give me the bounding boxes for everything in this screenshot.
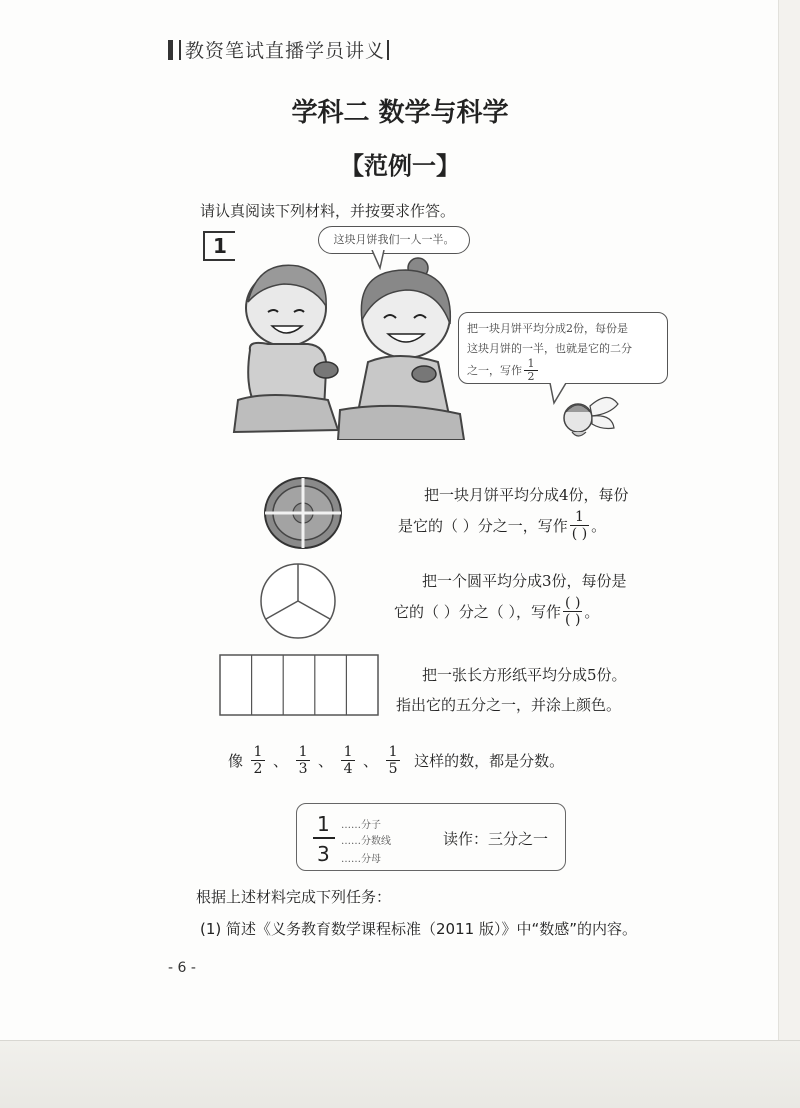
summary-fraction [296,745,310,776]
fraction-numerator: 1 [527,357,535,370]
fraction-reading: 读作：三分之一 [443,830,549,848]
header-bar-icon [387,40,389,60]
exercise-2-fraction [563,596,582,627]
example-heading: 【范例一】 [340,152,460,180]
summary-prefix: 像 [228,752,244,770]
summary-fraction [341,745,355,776]
rectangle-fifths-icon [218,653,382,719]
exercise-3-line: 把一张长方形纸平均分成5份。 [422,666,627,684]
task-intro: 根据上述材料完成下列任务： [196,888,392,906]
fraction-denominator: 3 [298,761,308,777]
narrator-fraction [524,359,538,382]
exercise-1-line [398,510,629,541]
fraction-denominator: 2 [527,370,535,383]
summary-separator: 、 [363,752,379,770]
exercise-2 [394,566,627,627]
circle-thirds-icon [256,561,340,641]
fraction-numerator: 1 [253,744,263,760]
fraction-numerator: 1 [575,509,584,525]
header-bar-icon [179,40,181,60]
speech-bubble-girl: 这块月饼我们一人一半。 [318,226,470,254]
fraction-summary [228,745,564,776]
children-sharing-mooncake-illustration [228,250,468,440]
exercise-1-line: 把一块月饼平均分成4份，每份 [424,486,629,504]
narrator-line-text: 之一，写作 [467,363,522,377]
exercise-1 [398,480,629,541]
exercise-2-end: 。 [584,602,600,621]
fraction-denominator: ( ) [565,612,581,628]
page-number: - 6 - [168,960,196,976]
fraction-numerator: 1 [388,744,398,760]
page-title: 学科二 数学与科学 [291,98,509,128]
exercise-3 [396,660,627,720]
exercise-1-end: 。 [591,516,607,535]
exercise-2-line [394,596,627,627]
exercise-1-fraction [570,510,589,541]
fraction-denominator: 4 [343,761,353,777]
summary-separator: 、 [318,752,334,770]
anatomy-fraction-line [313,837,335,839]
exercise-2-line-text: 它的（ ）分之（ ），写作 [394,602,562,621]
anatomy-denominator: 3 [317,842,330,866]
summary-separator: 、 [273,752,289,770]
exercise-1-line-text: 是它的（ ）分之一，写作 [398,516,568,535]
summary-suffix: 这样的数，都是分数。 [414,752,565,770]
page-header [168,36,395,63]
fraction-numerator: 1 [298,744,308,760]
cupid-icon [552,384,622,444]
intro-text: 请认真阅读下列材料，并按要求作答。 [200,202,456,220]
label-denominator: ……分母 [341,854,381,865]
scan-border-bottom [0,1040,800,1108]
anatomy-numerator: 1 [317,812,330,836]
narrator-line: 把一块月饼平均分成2份，每份是 [467,322,628,335]
summary-fraction [251,745,265,776]
exercise-3-line: 指出它的五分之一，并涂上颜色。 [396,696,622,714]
lesson-number: 1 [203,231,235,261]
task-1: (1) 简述《义务教育数学课程标准（2011 版）》中“数感”的内容。 [200,920,638,938]
fraction-denominator: 2 [253,761,263,777]
fraction-denominator: 5 [388,761,398,777]
narrator-line: 这块月饼的一半，也就是它的二分 [467,342,632,355]
speech-bubble-narrator [458,312,668,384]
narrator-line [467,359,659,382]
header-bar-icon [168,40,173,60]
fraction-numerator: ( ) [565,595,581,611]
fraction-denominator: ( ) [571,526,588,542]
exercise-2-line: 把一个圆平均分成3份，每份是 [422,572,627,590]
header-label: 教资笔试直播学员讲义 [185,40,386,62]
summary-fraction [386,745,400,776]
fraction-anatomy-box [296,803,566,871]
label-numerator: ……分子 [341,820,381,831]
fraction-numerator: 1 [343,744,353,760]
mooncake-quarters-icon [262,475,344,551]
label-fraction-line: ……分数线 [341,836,391,847]
